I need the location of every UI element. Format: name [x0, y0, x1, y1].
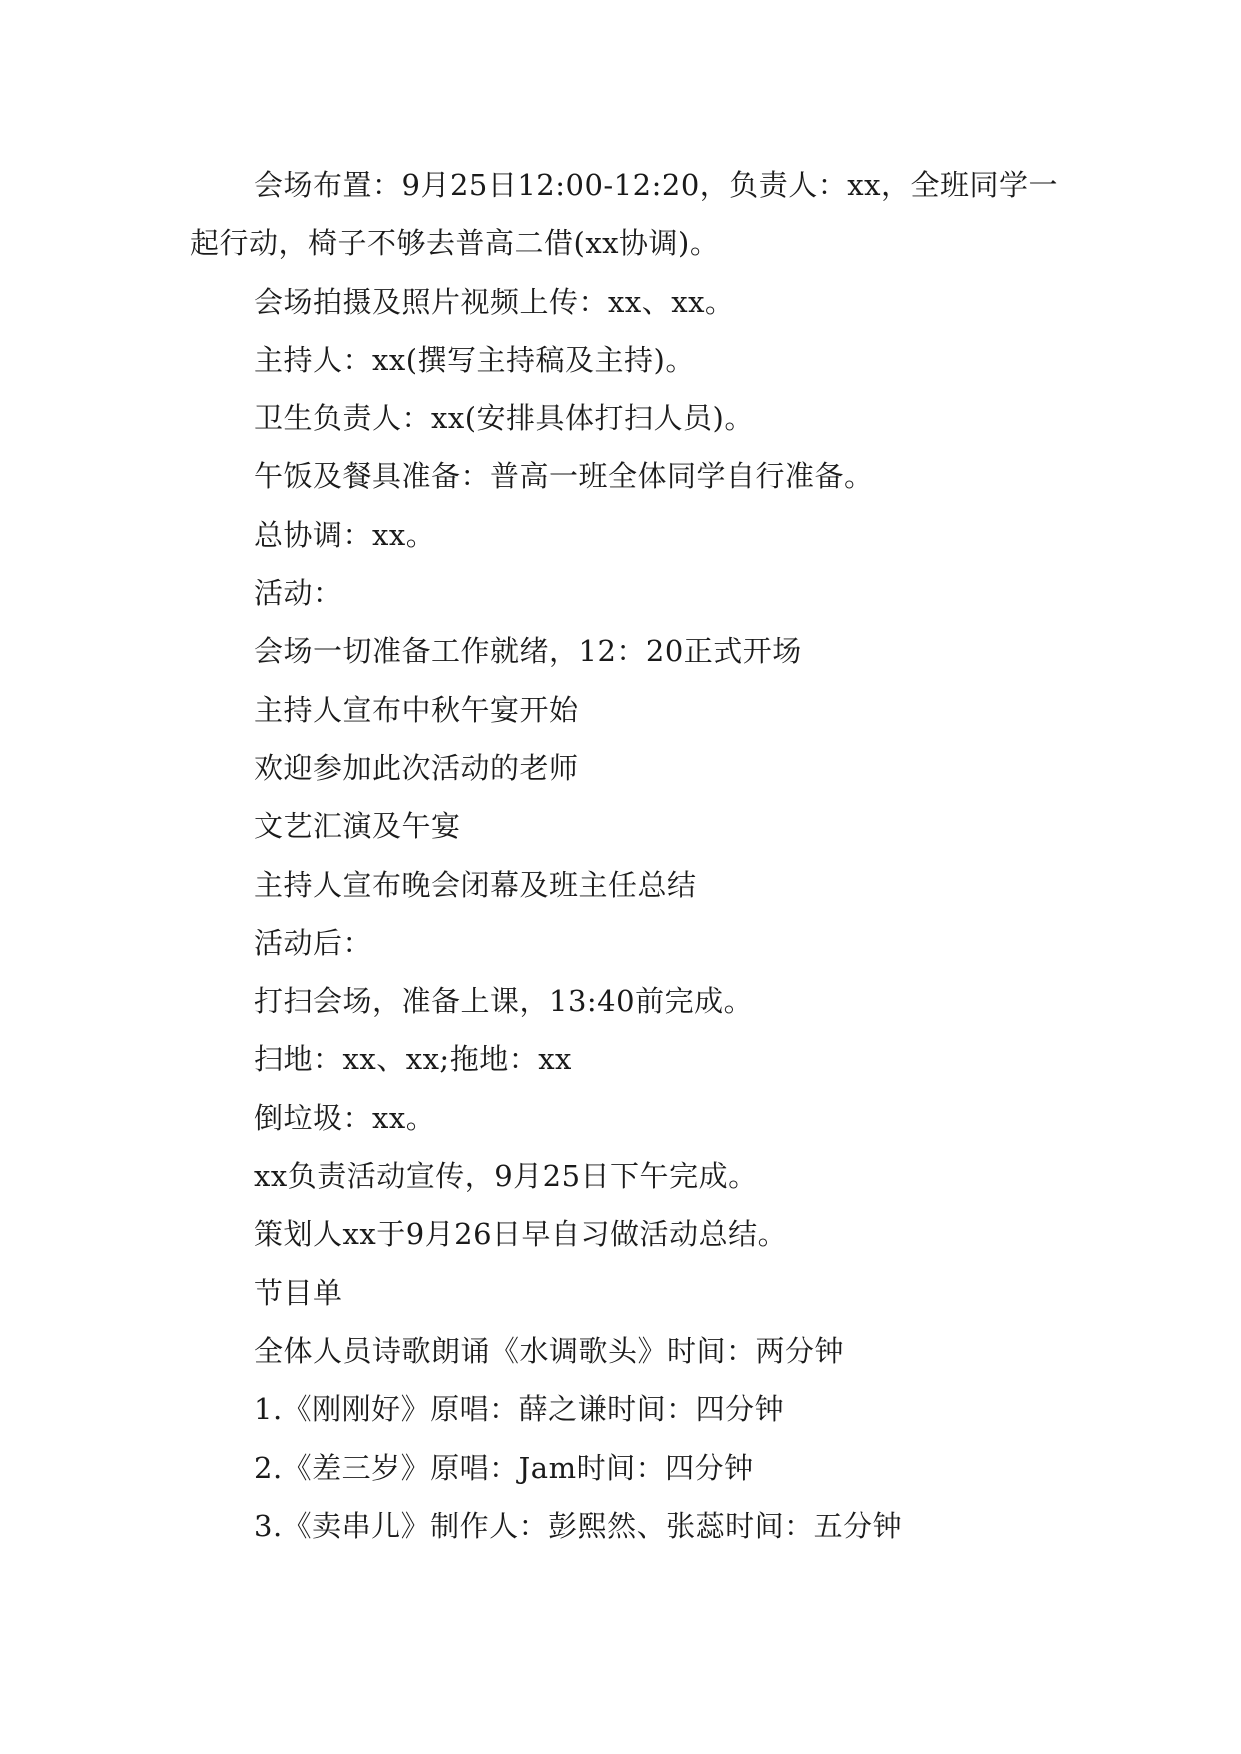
program-item-1: 1.《刚刚好》原唱：薛之谦时间：四分钟	[254, 1392, 785, 1427]
paragraph-cleanup: 打扫会场，准备上课，13:40前完成。	[254, 984, 754, 1019]
program-item-poem: 全体人员诗歌朗诵《水调歌头》时间：两分钟	[254, 1333, 845, 1368]
heading-program: 节目单	[254, 1275, 343, 1310]
paragraph-closing: 主持人宣布晚会闭幕及班主任总结	[254, 867, 697, 902]
paragraph-announce-start: 主持人宣布中秋午宴开始	[254, 692, 579, 727]
paragraph-sweeping: 扫地：xx、xx;拖地：xx	[254, 1042, 572, 1077]
heading-activity: 活动：	[254, 576, 343, 611]
paragraph-welcome: 欢迎参加此次活动的老师	[254, 750, 579, 785]
paragraph-hygiene: 卫生负责人：xx(安排具体打扫人员)。	[254, 401, 754, 436]
paragraph-summary: 策划人xx于9月26日早自习做活动总结。	[254, 1217, 788, 1252]
heading-after-activity: 活动后：	[254, 925, 373, 960]
paragraph-venue-setup: 会场布置：9月25日12:00-12:20，负责人：xx，全班同学一起行动，椅子不够去普高二借(xx协调)。	[190, 168, 1059, 261]
paragraph-performance: 文艺汇演及午宴	[254, 809, 461, 844]
paragraph-opening: 会场一切准备工作就绪，12：20正式开场	[254, 634, 802, 669]
paragraph-photography: 会场拍摄及照片视频上传：xx、xx。	[254, 284, 735, 319]
paragraph-lunch: 午饭及餐具准备：普高一班全体同学自行准备。	[254, 459, 874, 494]
paragraph-publicity: xx负责活动宣传，9月25日下午完成。	[254, 1159, 758, 1194]
program-item-2: 2.《差三岁》原唱：Jam时间：四分钟	[254, 1450, 754, 1485]
paragraph-coordinator: 总协调：xx。	[254, 517, 436, 552]
document-body	[190, 156, 1058, 1555]
paragraph-garbage: 倒垃圾：xx。	[254, 1100, 436, 1135]
paragraph-host: 主持人：xx(撰写主持稿及主持)。	[254, 342, 695, 377]
program-item-3: 3.《卖串儿》制作人：彭熙然、张蕊时间：五分钟	[254, 1508, 903, 1543]
